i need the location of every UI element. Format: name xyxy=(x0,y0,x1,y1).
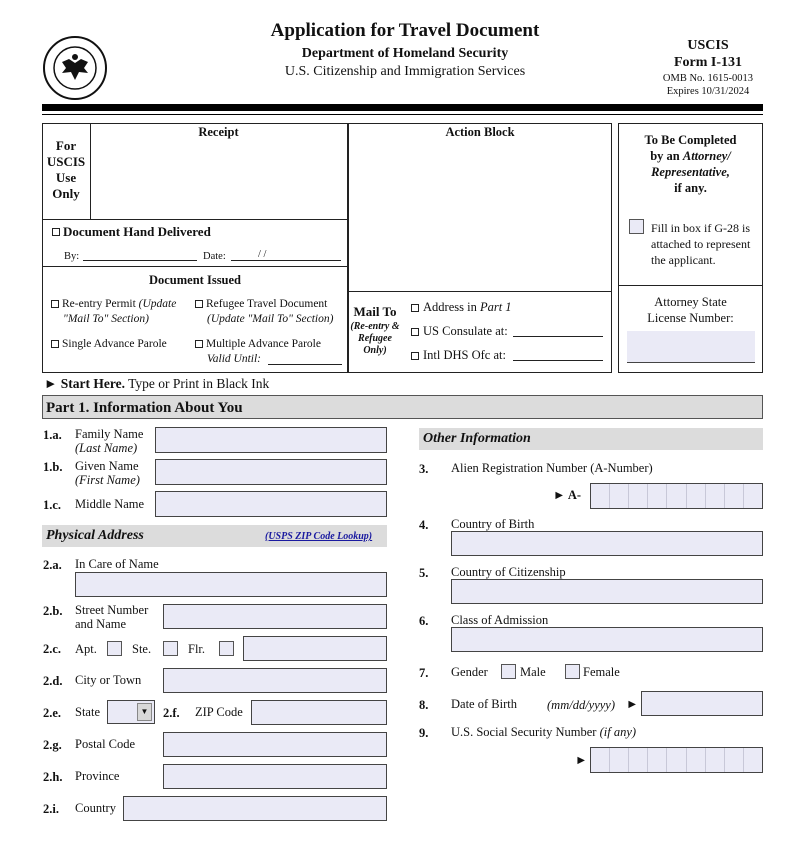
item-1c-number: 1.c. xyxy=(43,498,62,512)
apt-number-field[interactable] xyxy=(243,636,387,661)
given-name-sublabel: (First Name) xyxy=(75,473,140,487)
middle-name-field[interactable] xyxy=(155,491,387,517)
family-name-sublabel: (Last Name) xyxy=(75,441,138,455)
item-6-number: 6. xyxy=(419,614,429,628)
street-label-line2: and Name xyxy=(75,617,127,631)
uscis-label: USCIS xyxy=(687,38,729,53)
us-consulate-line[interactable] xyxy=(513,336,603,337)
right-triangle-arrow-icon: ► xyxy=(44,376,58,391)
country-of-citizenship-field[interactable] xyxy=(451,579,763,604)
for-uscis-use-only: For USCIS Use Only xyxy=(46,138,86,201)
date-of-birth-label: Date of Birth xyxy=(451,697,517,711)
department-name: Department of Homeland Security xyxy=(301,46,509,61)
item-2g-number: 2.g. xyxy=(43,738,62,752)
part1-title: Part 1. Information About You xyxy=(46,400,243,416)
city-field[interactable] xyxy=(163,668,387,693)
female-checkbox[interactable] xyxy=(565,664,580,679)
flr-checkbox[interactable] xyxy=(219,641,234,656)
item-2i-number: 2.i. xyxy=(43,802,59,816)
attorney-license-field[interactable] xyxy=(627,331,755,363)
form-number: Form I-131 xyxy=(673,55,743,70)
receipt-bottom-rule xyxy=(42,219,348,220)
attorney-block-rule xyxy=(618,285,763,286)
by-label: By: xyxy=(64,251,80,262)
family-name-field[interactable] xyxy=(155,427,387,453)
ssn-label: U.S. Social Security Number (if any) xyxy=(451,725,637,739)
female-label: Female xyxy=(583,665,620,679)
dhs-seal-icon xyxy=(42,35,108,101)
country-of-birth-field[interactable] xyxy=(451,531,763,556)
country-of-citizenship-label: Country of Citizenship xyxy=(451,565,566,579)
refugee-travel-note: (Update "Mail To" Section) xyxy=(207,313,334,325)
country-label: Country xyxy=(75,801,116,815)
item-2b-number: 2.b. xyxy=(43,604,63,618)
class-of-admission-label: Class of Admission xyxy=(451,613,549,627)
g28-checkbox[interactable] xyxy=(629,219,644,234)
valid-until-label: Valid Until: xyxy=(207,353,261,365)
receipt-label: Receipt xyxy=(198,125,239,139)
in-care-of-label: In Care of Name xyxy=(75,557,159,571)
reentry-permit-checkbox[interactable] xyxy=(51,300,59,308)
valid-until-line[interactable] xyxy=(268,364,342,365)
a-number-prefix: ► A- xyxy=(553,488,582,502)
intl-dhs-checkbox[interactable] xyxy=(411,352,419,360)
item-8-number: 8. xyxy=(419,698,429,712)
form-title: Application for Travel Document xyxy=(270,20,540,41)
mail-to-note: (Re-entry & Refugee Only) xyxy=(350,321,400,356)
given-name-label: Given Name xyxy=(75,459,139,473)
right-triangle-arrow-icon: ► xyxy=(626,697,639,711)
address-in-part1-label: Address in Part 1 xyxy=(423,300,512,314)
right-triangle-arrow-icon: ► xyxy=(553,488,566,502)
address-in-part1-checkbox[interactable] xyxy=(411,304,419,312)
city-label: City or Town xyxy=(75,673,142,687)
refugee-travel-label: Refugee Travel Document xyxy=(206,298,328,310)
expiration-date: Expires 10/31/2024 xyxy=(666,86,750,97)
date-slashes: / / xyxy=(258,249,267,260)
refugee-travel-checkbox[interactable] xyxy=(195,300,203,308)
item-5-number: 5. xyxy=(419,566,429,580)
single-advance-parole-checkbox[interactable] xyxy=(51,340,59,348)
family-name-label: Family Name xyxy=(75,427,144,441)
date-of-birth-format: (mm/dd/yyyy) xyxy=(547,698,616,712)
province-label: Province xyxy=(75,769,120,783)
ste-label: Ste. xyxy=(132,642,152,656)
item-2a-number: 2.a. xyxy=(43,558,62,572)
postal-code-label: Postal Code xyxy=(75,737,136,751)
zip-code-label: ZIP Code xyxy=(195,705,243,719)
multiple-advance-parole-label: Multiple Advance Parole xyxy=(206,338,321,350)
g28-note: Fill in box if G-28 is attached to represent the applicant. xyxy=(651,221,751,267)
doc-hand-delivered-label: Document Hand Delivered xyxy=(63,224,211,239)
header-rule-thin xyxy=(42,114,763,115)
mail-to-label: Mail To xyxy=(353,304,397,319)
in-care-of-field[interactable] xyxy=(75,572,387,597)
apt-label: Apt. xyxy=(75,642,97,656)
country-field[interactable] xyxy=(123,796,387,821)
date-label: Date: xyxy=(203,251,226,262)
street-label-line1: Street Number xyxy=(75,603,149,617)
state-select[interactable] xyxy=(107,700,155,724)
intl-dhs-label: Intl DHS Ofc at: xyxy=(423,348,506,362)
middle-name-label: Middle Name xyxy=(75,497,145,511)
flr-label: Flr. xyxy=(188,642,206,656)
usps-zip-lookup-link[interactable]: (USPS ZIP Code Lookup) xyxy=(265,531,373,542)
by-line[interactable] xyxy=(83,260,197,261)
postal-code-field[interactable] xyxy=(163,732,387,757)
omb-number: OMB No. 1615-0013 xyxy=(662,73,754,84)
zip-code-field[interactable] xyxy=(251,700,387,725)
chevron-down-icon[interactable]: ▼ xyxy=(137,703,152,721)
attorney-state-label: Attorney State License Number: xyxy=(647,295,734,325)
multiple-advance-parole-checkbox[interactable] xyxy=(195,340,203,348)
item-9-number: 9. xyxy=(419,726,429,740)
item-2d-number: 2.d. xyxy=(43,674,63,688)
street-field[interactable] xyxy=(163,604,387,629)
apt-checkbox[interactable] xyxy=(107,641,122,656)
reentry-permit-note: "Mail To" Section) xyxy=(63,313,149,325)
doc-issued-top-rule xyxy=(42,266,348,267)
start-here-line: ► Start Here. Type or Print in Black Ink xyxy=(44,376,270,391)
male-label: Male xyxy=(520,665,546,679)
agency-name: U.S. Citizenship and Immigration Services xyxy=(284,64,526,79)
item-4-number: 4. xyxy=(419,518,429,532)
item-2c-number: 2.c. xyxy=(43,642,62,656)
header-rule xyxy=(42,104,763,111)
item-2e-number: 2.e. xyxy=(43,706,62,720)
action-bottom-rule xyxy=(347,291,612,292)
state-label: State xyxy=(75,705,100,719)
item-1a-number: 1.a. xyxy=(43,428,62,442)
other-information-title: Other Information xyxy=(423,431,531,446)
action-block-label: Action Block xyxy=(445,125,515,139)
ste-checkbox[interactable] xyxy=(163,641,178,656)
reentry-permit-label: Re-entry Permit (Update xyxy=(62,298,177,310)
class-of-admission-field[interactable] xyxy=(451,627,763,652)
given-name-field[interactable] xyxy=(155,459,387,485)
single-advance-parole-label: Single Advance Parole xyxy=(62,338,167,350)
male-checkbox[interactable] xyxy=(501,664,516,679)
gender-label: Gender xyxy=(451,665,488,679)
item-2h-number: 2.h. xyxy=(43,770,63,784)
doc-hand-delivered-checkbox[interactable] xyxy=(52,228,60,236)
date-line[interactable] xyxy=(231,260,341,261)
doc-issued-label: Document Issued xyxy=(148,273,242,287)
right-triangle-arrow-icon: ► xyxy=(575,753,588,767)
intl-dhs-line[interactable] xyxy=(513,360,603,361)
ssn-field[interactable] xyxy=(590,747,763,773)
item-7-number: 7. xyxy=(419,666,429,680)
item-2f-number: 2.f. xyxy=(163,706,180,720)
province-field[interactable] xyxy=(163,764,387,789)
a-number-field[interactable] xyxy=(590,483,763,509)
physical-address-title: Physical Address xyxy=(46,528,144,543)
country-of-birth-label: Country of Birth xyxy=(451,517,535,531)
a-number-label: Alien Registration Number (A-Number) xyxy=(451,461,653,475)
us-consulate-label: US Consulate at: xyxy=(423,324,508,338)
item-1b-number: 1.b. xyxy=(43,460,63,474)
attorney-completion-note: To Be Completed by an Attorney/ Representative, if any. xyxy=(644,133,737,195)
date-of-birth-field[interactable] xyxy=(641,691,763,716)
item-3-number: 3. xyxy=(419,462,429,476)
us-consulate-checkbox[interactable] xyxy=(411,328,419,336)
